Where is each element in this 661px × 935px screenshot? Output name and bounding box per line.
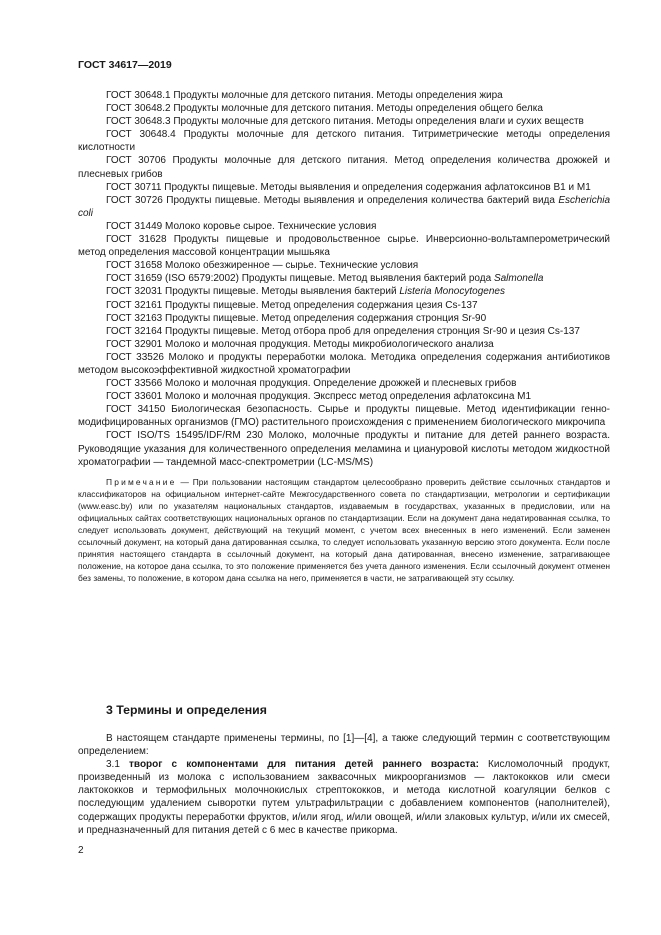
reference-title: Молоко коровье сырое. Технические условия [165, 220, 377, 232]
reference-number: ГОСТ 34150 [106, 404, 166, 416]
reference-title: Продукты молочные для детского питания. Методы определения жира [173, 90, 503, 101]
reference-number: ГОСТ 30726 [106, 194, 163, 206]
reference-number: ГОСТ 33526 [106, 351, 164, 363]
reference-item [78, 115, 610, 128]
reference-title: Продукты пищевые. Метод выявления бактерий рода [241, 273, 492, 285]
reference-item [78, 154, 610, 180]
definition-term: творог с компонентами для питания детей раннего возраста: [129, 759, 479, 771]
reference-number: ГОСТ 33566 [106, 378, 163, 390]
reference-number: ГОСТ 30648.4 [106, 129, 176, 141]
reference-title: Молоко обезжиренное — сырье. Технические условия [165, 260, 419, 272]
reference-number: ГОСТ 32161 [106, 299, 163, 311]
reference-title: Продукты пищевые и продовольственное сырье. Инверсионно-вольтамперометрический метод определения массовой концентрации мышьяка [78, 234, 610, 259]
reference-title: Молоко и молочная продукция. Методы микробиологического анализа [165, 338, 494, 350]
reference-number: ГОСТ 30706 [106, 155, 166, 167]
reference-title: Молоко и продукты переработки молока. Методика определения содержания антибиотиков методом высокоэффективной жидкостной хроматографии [78, 351, 611, 376]
reference-title: Продукты молочные для детского питания. Методы определения общего белка [173, 103, 543, 115]
reference-item [78, 259, 610, 272]
reference-title: Продукты пищевые. Методы выявления бактерий [165, 286, 397, 298]
reference-number: ГОСТ 31628 [106, 234, 167, 246]
reference-title: Молоко и молочная продукция. Определение дрожжей и плесневых грибов [165, 378, 517, 390]
page-number: 2 [78, 845, 84, 856]
reference-item [78, 285, 610, 298]
reference-item [78, 181, 610, 194]
reference-title: Продукты пищевые. Метод определения содержания стронция Sr-90 [165, 312, 487, 324]
reference-item [78, 325, 610, 338]
definition-number: 3.1 [106, 759, 120, 771]
reference-item [78, 194, 610, 220]
reference-title: Продукты молочные для детского питания. Метод определения количества дрожжей и плесневых грибов [78, 155, 611, 180]
reference-item [78, 377, 610, 390]
reference-item [78, 102, 610, 115]
note-text: — При пользовании настоящим стандартом целесообразно проверить действие ссылочных стандартов и классификаторов на официальном интернет-сайте Межгосударственного совета по стандартизации, метрологии и сертификации (www.easc.by) или по указателям национальных стандартов, издаваемым в государствах, указанных в предисловии, или на официальных сайтах соответствующих национальных органов по стандартизации. Если на документ дана недатированная ссылка, то следует использовать документ, действующий на текущий момент, с учетом всех внесенных в него изменений. Если заменен ссылочный документ, на который дана датированная ссылка, то следует использовать указанную версию этого документа. Если после принятия настоящего стандарта в ссылочный документ, на который дана датированная, внесено изменение, затрагивающее положение, на которое дана ссылка, то это положение применяется без учета данного изменения. Если ссылочный документ отменен без замены, то положение, в котором дана ссылка на него, применяется в части, не затрагивающей эту ссылку. [78, 476, 610, 583]
reference-title: Продукты молочные для детского питания. Методы определения влаги и сухих веществ [173, 116, 584, 128]
reference-item [78, 128, 610, 154]
note-label: Примечание [106, 476, 177, 487]
reference-item [78, 429, 610, 468]
reference-item [78, 390, 610, 403]
reference-item [78, 233, 610, 259]
reference-title: Молоко, молочные продукты и питание для детей раннего возраста. Руководящие указания для количественного определения меламина и циануровой кислоты методом жидкостной хроматографии — тандемной масс-спектрометрии (LC-MS/MS) [78, 430, 610, 468]
reference-item [78, 220, 610, 233]
reference-item [78, 403, 610, 429]
reference-number: ГОСТ 30648.2 [106, 103, 171, 115]
reference-number: ГОСТ 30711 [106, 181, 162, 193]
reference-number: ГОСТ 31449 [106, 220, 163, 232]
reference-item [78, 312, 610, 325]
reference-number: ГОСТ 32031 [106, 286, 163, 298]
reference-number: ГОСТ 33601 [106, 391, 163, 403]
reference-number: ГОСТ 31658 [106, 260, 163, 272]
reference-item [78, 351, 610, 377]
section-title: 3 Термины и определения [106, 703, 267, 717]
reference-note [78, 476, 610, 584]
reference-number: ГОСТ 30648.3 [106, 116, 171, 128]
reference-number: ГОСТ 32163 [106, 312, 163, 324]
reference-number: ГОСТ 30648.1 [106, 90, 171, 101]
section-intro: В настоящем стандарте применены термины, по [1]—[4], а также следующий термин с соответствующим определением: [78, 733, 610, 758]
normative-references [78, 89, 610, 592]
reference-item [78, 299, 610, 312]
reference-title: Продукты пищевые. Методы выявления и определения количества бактерий вида [166, 194, 555, 206]
reference-number: ГОСТ 32164 [106, 325, 163, 337]
reference-title: Продукты молочные для детского питания. Титриметрические методы определения кислотности [78, 129, 610, 154]
term-definition [78, 758, 610, 837]
reference-title: Молоко и молочная продукция. Экспресс метод определения афлатоксина М1 [165, 391, 532, 403]
reference-item [78, 338, 610, 351]
reference-title: Биологическая безопасность. Сырье и продукты пищевые. Метод идентификации генно-модифицированных организмов (ГМО) растительного происхождения с применением биологического микрочипа [78, 404, 611, 429]
definition-text: Кисломолочный продукт, произведенный из молока с использованием заквасочных микроорганизмов — лактококков или смеси лактококков и термофильных молочнокислых стрептококков, и метода кислотной коагуляции белков с последующим удалением сыворотки путем ультрафильтрации с добавлением компонентов (наполнителей), содержащих продукты переработки фруктов, и/или ягод, и/или овощей, и/или злаковых культур, и/или их смесей, и предназначенный для питания детей с 6 мес в качестве прикорма. [78, 759, 610, 836]
reference-number: ГОСТ 32901 [106, 338, 163, 350]
reference-title: Продукты пищевые. Метод отбора проб для определения стронция Sr-90 и цезия Cs-137 [165, 325, 580, 337]
reference-list [78, 89, 610, 469]
reference-item [78, 89, 610, 102]
reference-number: ГОСТ ISO/TS 15495/IDF/RM 230 [106, 430, 263, 442]
document-header: ГОСТ 34617—2019 [78, 59, 172, 71]
reference-item [78, 272, 610, 285]
reference-title: Продукты пищевые. Метод определения содержания цезия Cs-137 [165, 299, 478, 311]
reference-italic-term: Escherichia coli [78, 194, 611, 219]
reference-number: ГОСТ 31659 (ISO 6579:2002) [106, 273, 239, 285]
reference-italic-term: Listeria Monocytogenes [399, 286, 505, 298]
section-body [78, 732, 610, 837]
reference-title: Продукты пищевые. Методы выявления и определения содержания афлатоксинов В1 и М1 [164, 181, 591, 193]
reference-italic-term: Salmonella [493, 273, 544, 285]
